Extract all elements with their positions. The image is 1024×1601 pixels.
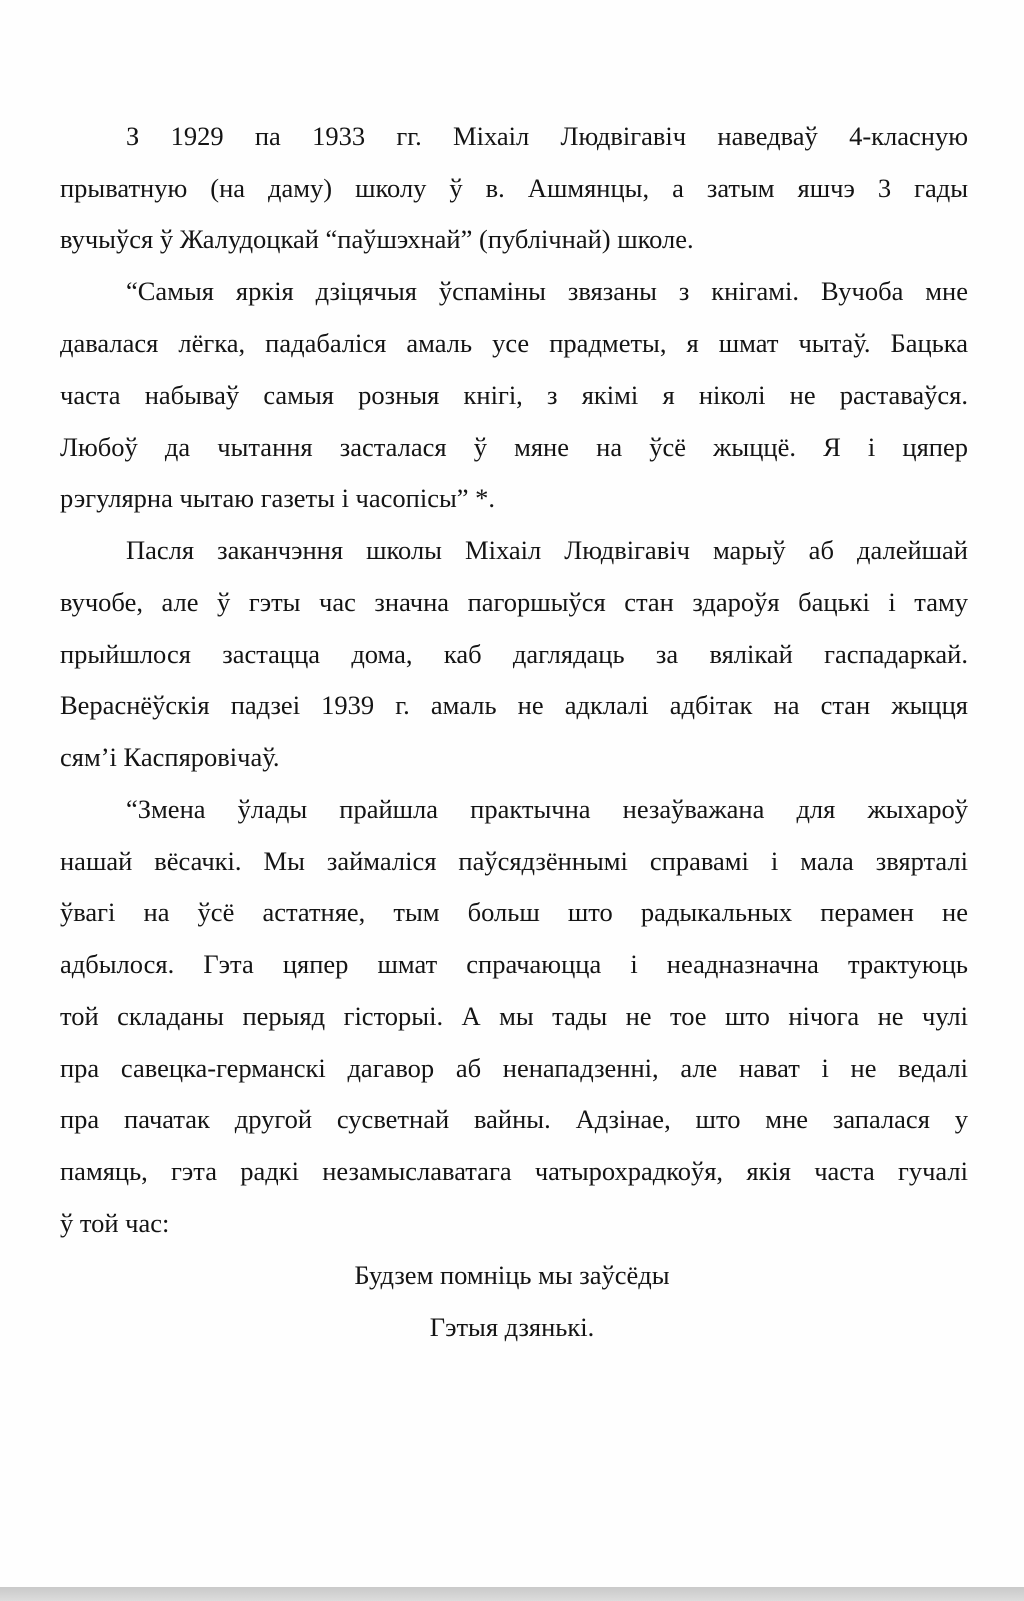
paragraph-4-line-2: нашай вёсачкі. Мы займаліся паўсядзённымі справамі і мала звярталі [60, 846, 968, 876]
paragraph-1-line-2: прыватную (на даму) школу ў в. Ашмянцы, а затым яшчэ 3 гады [60, 173, 968, 203]
paragraph-4-line-5: той складаны перыяд гісторыі. А мы тады не тое што нічога не чулі [60, 1001, 968, 1031]
paragraph-4-line-4: адбылося. Гэта цяпер шмат спрачаюцца і неадназначна трактуюць [60, 949, 968, 979]
paragraph-2-line-2: давалася лёгка, падабаліся амаль усе прадметы, я шмат чытаў. Бацька [60, 328, 968, 358]
scan-bottom-edge [0, 1587, 1024, 1601]
paragraph-4-line-3: ўвагі на ўсё астатняе, тым больш што радыкальных перамен не [60, 897, 968, 927]
paragraph-2-line-4: Любоў да чытання засталася ў мяне на ўсё жыццё. Я і цяпер [60, 432, 968, 462]
paragraph-3-line-4: Вераснёўскія падзеі 1939 г. амаль не адклалі адбітак на стан жыцця [60, 690, 968, 720]
paragraph-3-line-1: Пасля заканчэння школы Міхаіл Людвігавіч марыў аб далейшай [126, 535, 968, 565]
paragraph-3-line-5: сям’і Каспяровічаў. [60, 742, 280, 772]
paragraph-4-line-8: памяць, гэта радкі незамыславатага чатырохрадкоўя, якія часта гучалі [60, 1156, 968, 1186]
paragraph-4-line-1: “Змена ўлады прайшла практычна незаўважана для жыхароў [126, 794, 968, 824]
paragraph-2-line-5: рэгулярна чытаю газеты і часопісы” *. [60, 483, 496, 513]
paragraph-4-line-9: ў той час: [60, 1208, 170, 1238]
paragraph-2-line-1: “Самыя яркія дзіцячыя ўспаміны звязаны з кнігамі. Вучоба мне [126, 276, 968, 306]
paragraph-1-line-3: вучыўся ў Жалудоцкай “паўшэхнай” (публічнай) школе. [60, 224, 694, 254]
paragraph-4-line-6: пра савецка-германскі дагавор аб ненападзенні, але нават і не ведалі [60, 1053, 968, 1083]
paragraph-4-line-7: пра пачатак другой сусветнай вайны. Адзінае, што мне запалася у [60, 1104, 968, 1134]
poem-line-1: Будзем помніць мы заўсёды [354, 1260, 670, 1290]
paragraph-3-line-3: прыйшлося застацца дома, каб даглядаць за вялікай гаспадаркай. [60, 639, 968, 669]
paragraph-3-line-2: вучобе, але ў гэты час значна пагоршыўся стан здароўя бацькі і таму [60, 587, 968, 617]
poem-line-2: Гэтыя дзянькі. [429, 1312, 595, 1342]
paragraph-2-line-3: часта набываў самыя розныя кнігі, з якімі я ніколі не раставаўся. [60, 380, 968, 410]
paragraph-1-line-1: З 1929 па 1933 гг. Міхаіл Людвігавіч наведваў 4-класную [126, 121, 968, 151]
